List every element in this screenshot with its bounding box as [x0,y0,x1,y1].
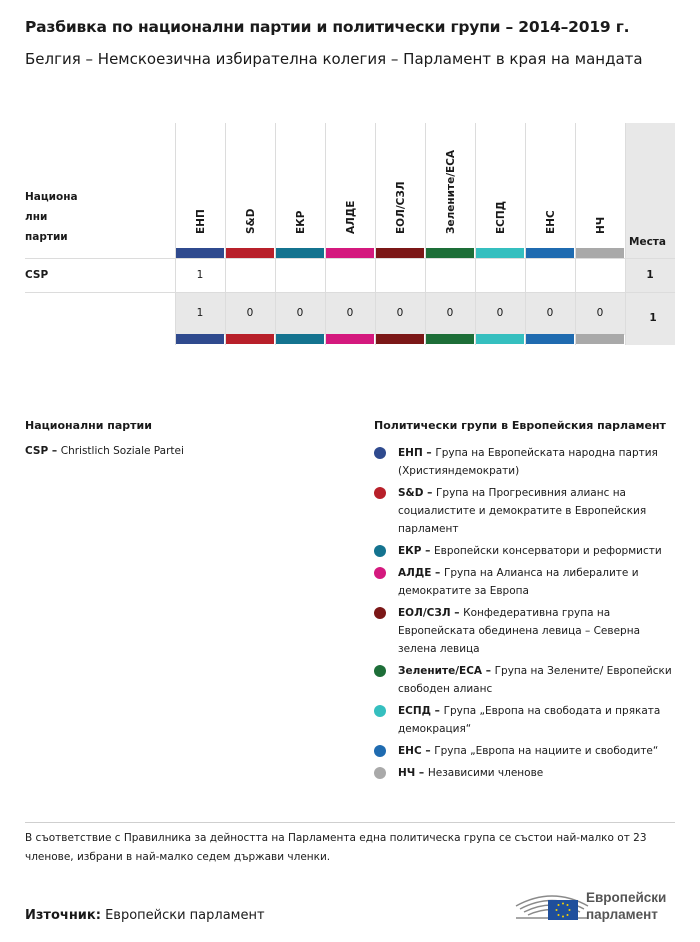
group-color-bar [476,248,524,258]
column-divider [175,248,176,345]
group-column-header [175,123,225,248]
total-cell: 0 [346,307,354,319]
group-legend-name: Европейски консерватори и реформисти [434,545,662,557]
group-legend-item: ЕОЛ/СЗЛ – Конфедеративна група на Европейската обединена левица – Северна зелена левица [374,604,679,658]
group-legend-abbr: ЕОЛ/СЗЛ [398,607,451,619]
group-column-label: НЧ [594,216,607,234]
group-color-dot [374,665,386,677]
group-legend-title: Политически групи в Европейския парламент [374,419,666,432]
group-legend-abbr: ЕСПД [398,705,432,717]
group-color-dot [374,447,386,459]
group-legend-abbr: НЧ [398,767,416,779]
group-column-label: ЕНП [194,209,207,234]
group-color-bar [276,334,324,344]
footnote: В съответствие с Правилника за дейността на Парламента една политическа група се състои най-малко от 23 членове, избрани в най-малко седем държави членки. [25,832,647,863]
group-column-label: Зелените/ЕСА [444,149,457,234]
total-cell: 1 [196,307,204,319]
group-color-dot [374,767,386,779]
party-column-header: Национа лни партии [25,191,78,243]
total-cell: 0 [546,307,554,319]
seats-column-header: Места [629,236,666,248]
group-column-header [375,123,425,248]
group-legend-item: ЕКР – Европейски консерватори и реформисти [374,542,679,560]
group-legend-item: ЕСПД – Група „Европа на свободата и пряката демокрация“ [374,702,679,738]
group-column-header [525,123,575,248]
group-legend-item: S&D – Група на Прогресивния алианс на социалистите и демократите в Европейския парламент [374,484,679,538]
party-legend-item: CSP – Christlich Soziale Partei [25,445,184,457]
group-legend-name: Група „Европа на нациите и свободите“ [434,745,659,757]
group-legend-item: ЕНС – Група „Европа на нациите и свободите“ [374,742,679,760]
breakdown-table [25,123,675,345]
total-cell: 0 [446,307,454,319]
group-color-bar [376,248,424,258]
group-legend-abbr: Зелените/ЕСА [398,665,483,677]
group-color-bar [576,248,624,258]
group-legend-name: Група на Зелените/ Европейски свободен алианс [398,665,672,695]
group-legend-name: Група „Европа на свободата и пряката демокрация“ [398,705,661,735]
group-column-label: ЕОЛ/СЗЛ [394,181,407,234]
group-legend-item: АЛДЕ – Група на Алианса на либералите и демократите за Европа [374,564,679,600]
group-color-bar [576,334,624,344]
page-title: Разбивка по национални партии и политически групи – 2014–2019 г. [25,18,630,36]
group-color-bar [376,334,424,344]
group-color-bar [426,334,474,344]
total-cell: 0 [596,307,604,319]
page-subtitle: Белгия – Немскоезична избирателна колегия – Парламент в края на мандата [25,50,643,68]
group-column-header [475,123,525,248]
group-color-bar [226,334,274,344]
total-cell: 0 [496,307,504,319]
row-divider [25,258,675,259]
group-legend-name: Група на Европейската народна партия (Християндемократи) [398,447,658,477]
group-column-label: ЕНС [544,210,557,234]
group-legend-abbr: ЕКР [398,545,422,557]
seat-count-cell: 1 [196,269,204,281]
total-cell: 0 [296,307,304,319]
ep-logo-text: Европейски парламент [586,890,667,922]
group-color-bar [176,248,224,258]
column-divider [325,248,326,345]
group-color-bar [476,334,524,344]
group-legend-abbr: ЕНП [398,447,423,459]
total-cell: 0 [396,307,404,319]
party-row-label: CSP [25,269,49,281]
column-divider [525,248,526,345]
group-color-dot [374,745,386,757]
group-legend-name: Група на Алианса на либералите и демократите за Европа [398,567,639,597]
party-legend-title: Национални партии [25,419,152,432]
column-divider [625,123,626,345]
group-color-bar [526,334,574,344]
column-divider [575,248,576,345]
group-column-header [225,123,275,248]
group-color-bar [326,334,374,344]
group-color-dot [374,567,386,579]
group-color-bar [526,248,574,258]
group-column-label: ЕКР [294,210,307,234]
group-color-dot [374,705,386,717]
column-divider [425,248,426,345]
row-seats-cell: 1 [646,269,654,281]
group-legend-item: Зелените/ЕСА – Група на Зелените/ Европейски свободен алианс [374,662,679,698]
column-divider [275,248,276,345]
group-color-dot [374,545,386,557]
total-seats-cell: 1 [649,312,657,324]
group-column-header [275,123,325,248]
source-line: Източник: Европейски парламент [25,908,265,923]
column-divider [225,248,226,345]
group-legend-abbr: S&D [398,487,424,499]
group-color-dot [374,487,386,499]
group-legend-item: ЕНП – Група на Европейската народна партия (Християндемократи) [374,444,679,480]
group-legend-item: НЧ – Независими членове [374,764,679,782]
group-column-header [325,123,375,248]
group-column-header [425,123,475,248]
total-cell: 0 [246,307,254,319]
row-divider [25,292,675,293]
group-color-bar [176,334,224,344]
group-legend-abbr: АЛДЕ [398,567,432,579]
group-column-label: АЛДЕ [344,200,357,234]
group-color-dot [374,607,386,619]
column-divider [375,248,376,345]
group-legend-name: Група на Прогресивния алианс на социалистите и демократите в Европейския парламент [398,487,647,535]
group-color-bar [426,248,474,258]
group-legend-abbr: ЕНС [398,745,422,757]
group-legend-name: Конфедеративна група на Европейската обединена левица – Северна зелена левица [398,607,640,655]
group-legend-name: Независими членове [427,767,544,779]
group-column-label: ЕСПД [494,200,507,234]
group-column-label: S&D [244,208,257,234]
group-color-bar [226,248,274,258]
column-divider [475,248,476,345]
group-color-bar [326,248,374,258]
group-legend [374,444,679,786]
group-color-bar [276,248,324,258]
group-column-header [575,123,625,248]
divider [25,822,675,823]
